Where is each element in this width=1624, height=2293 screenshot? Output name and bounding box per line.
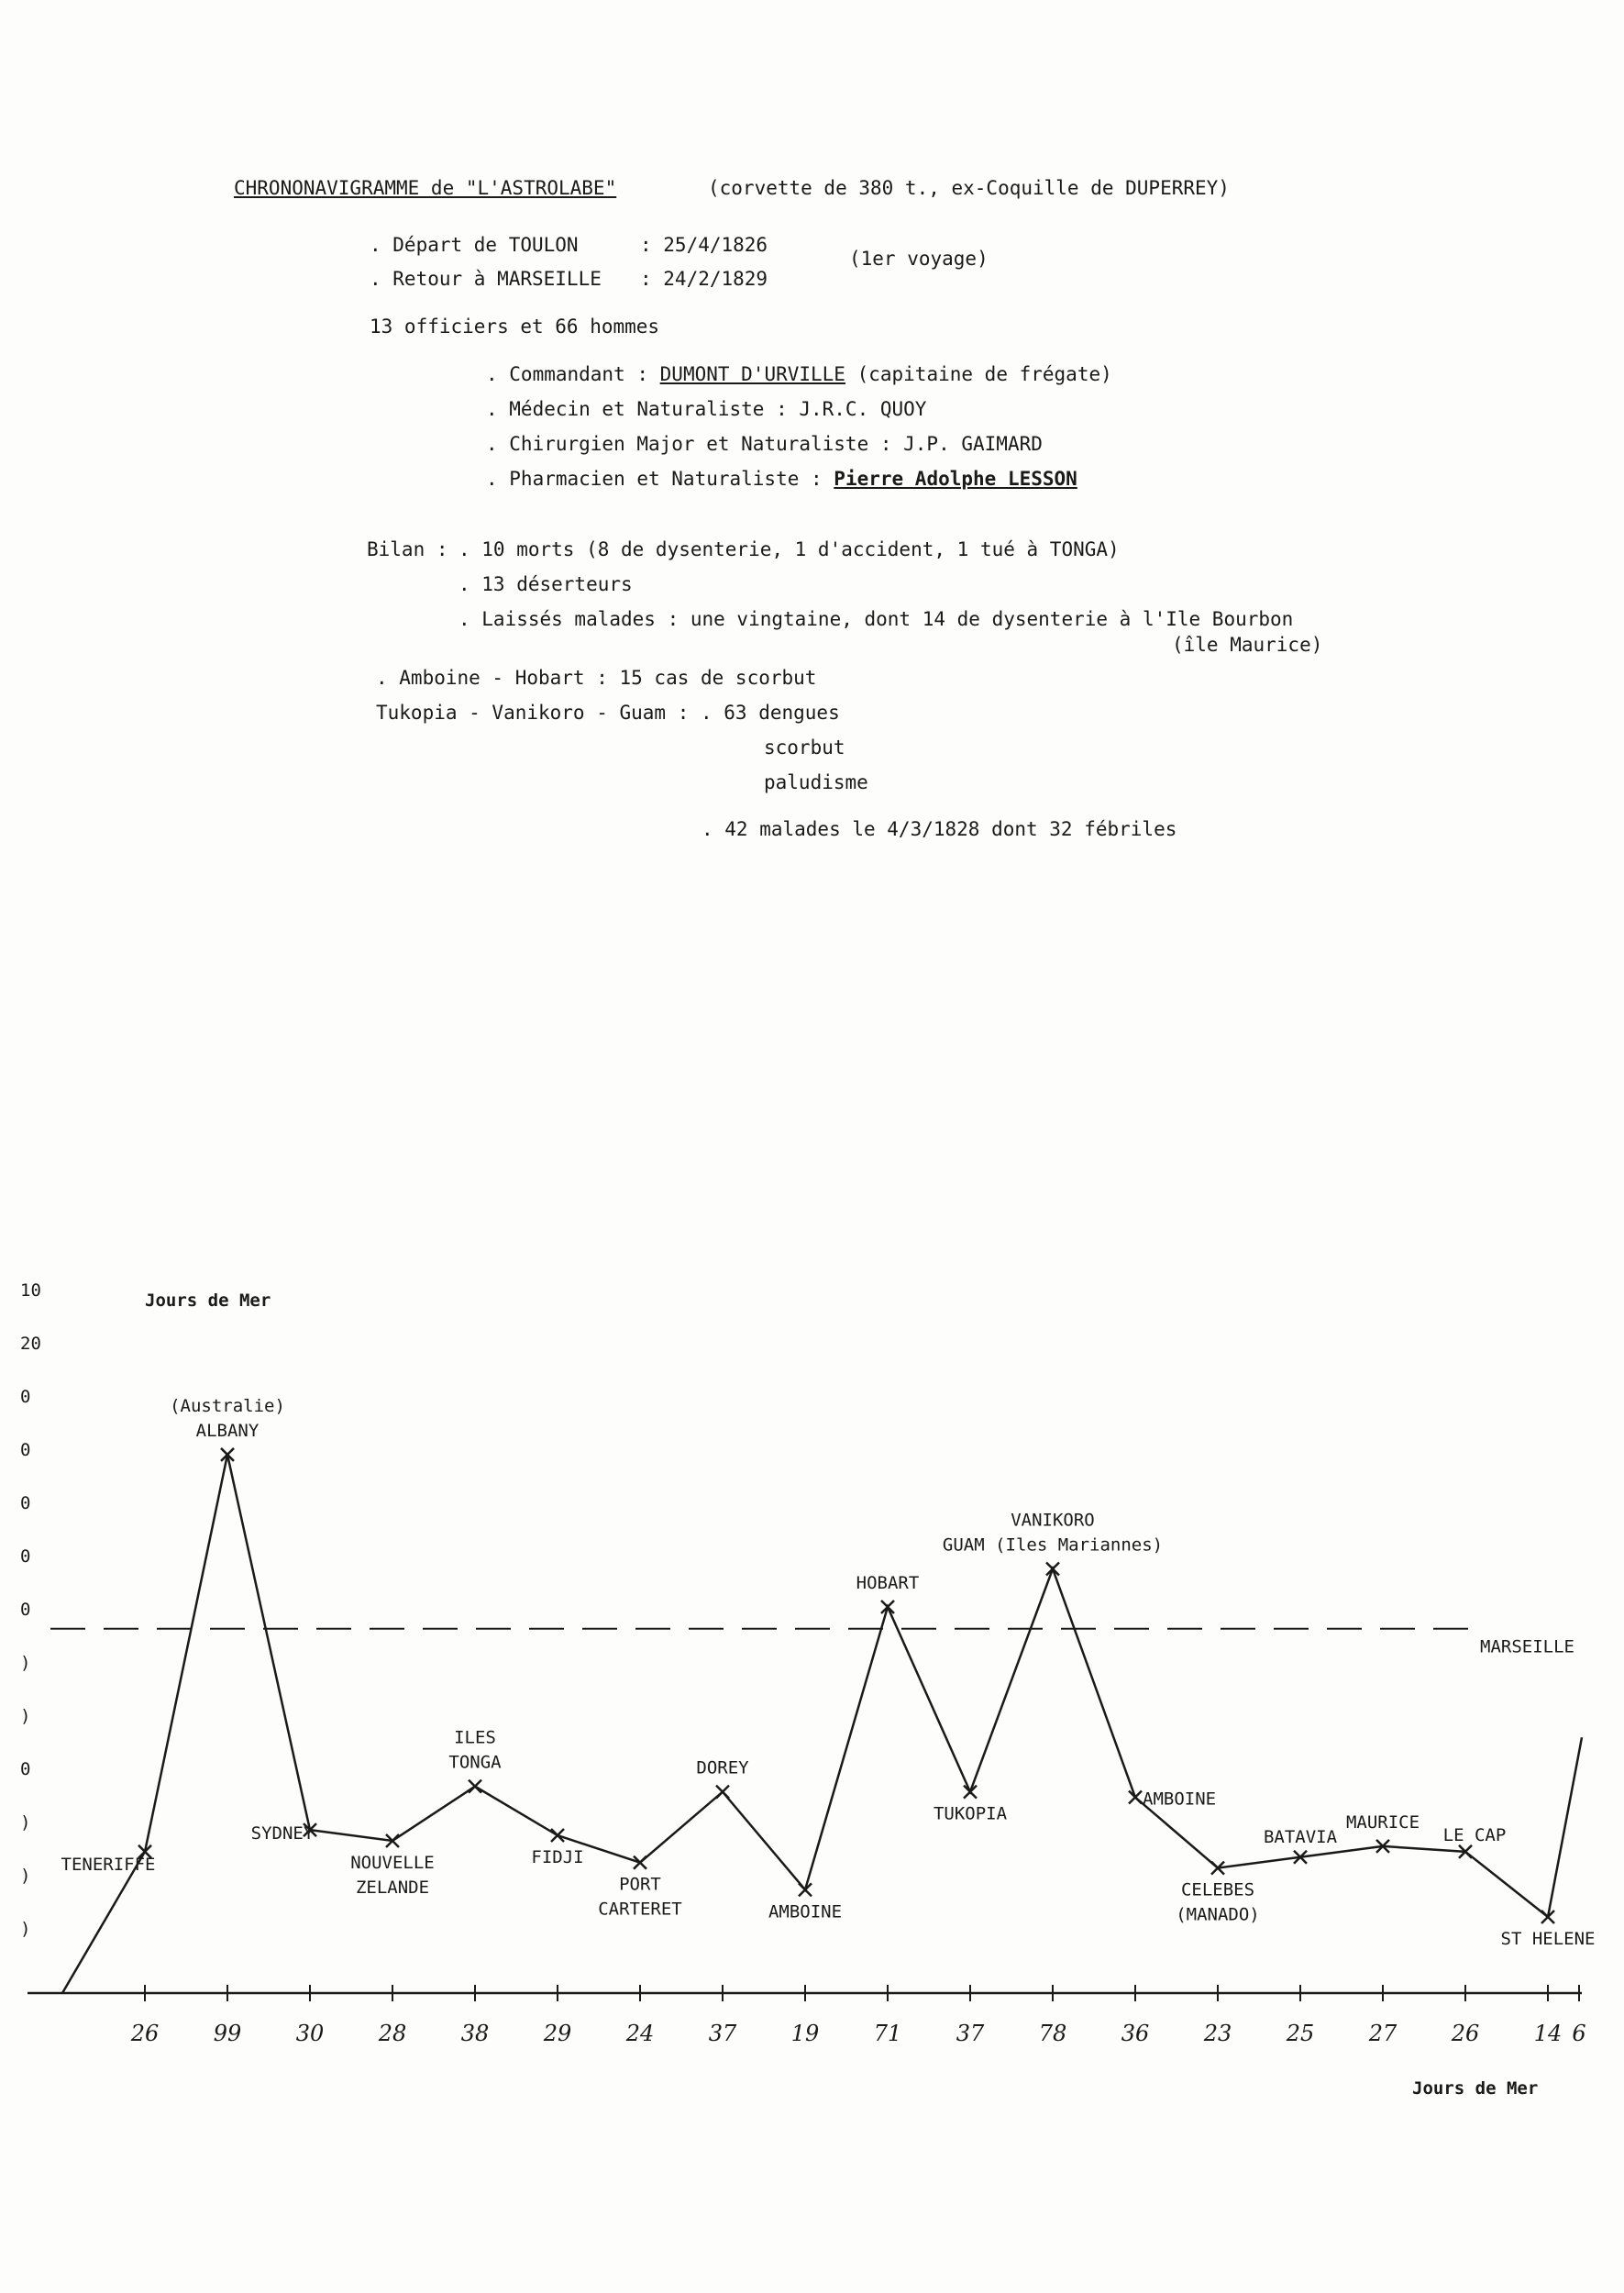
point-marker [469,1780,481,1793]
marseille-reference-label: MARSEILLE [1480,1636,1574,1657]
y-axis-ticks [20,1280,41,1939]
point-label-line: VANIKORO [1011,1510,1095,1531]
x-tick-label: 26 [1451,2021,1480,2046]
y-tick-label: ) [20,1653,31,1673]
x-tick-label: 25 [1286,2021,1315,2046]
point-label [1176,1880,1260,1925]
point-label [696,1758,749,1778]
point-label-line: ALBANY [195,1420,260,1441]
bilan-label: Bilan : [367,538,448,560]
y-tick-label: 0 [20,1493,31,1513]
point-label [934,1804,1008,1824]
point-label [61,1855,156,1875]
bilan-deserteurs: . 13 déserteurs [458,573,633,595]
x-axis-title: Jours de Mer [1412,2078,1539,2099]
point-marker [1129,1791,1142,1804]
point-label [251,1823,315,1844]
point-label-line: (Australie) [170,1395,285,1416]
point-label [350,1853,435,1898]
point-label-line: (MANADO) [1176,1904,1260,1925]
point-label-line: SYDNEY [250,1823,315,1844]
point-label-line: ST HELENE [1500,1928,1596,1949]
x-tick-label: 99 [213,2021,242,2046]
y-axis-title: Jours de Mer [145,1291,271,1311]
point-marker [551,1829,564,1842]
bilan-amboine-hobart: . Amboine - Hobart : 15 cas de scorbut [376,667,817,689]
point-label-line: TUKOPIA [933,1803,1008,1824]
point-label-line: GUAM (Iles Mariannes) [942,1534,1164,1556]
voyage-note: (1er voyage) [849,248,989,270]
point-marker [716,1786,729,1799]
point-label [1443,1825,1507,1845]
x-tick-label: 29 [543,2021,572,2046]
y-tick-label: ) [20,1706,31,1726]
crew-count: 13 officiers et 66 hommes [370,316,660,338]
x-tick-label: 78 [1038,2021,1067,2046]
point-marker [634,1856,646,1869]
y-tick-label: 0 [20,1440,31,1460]
point-label-line: HOBART [856,1572,920,1593]
x-tick-label: 6 [1572,2021,1586,2046]
point-label [531,1847,583,1867]
x-tick-label: 37 [956,2021,985,2046]
bilan-malades: . Laissés malades : une vingtaine, dont 14 de dysenterie à l'Ile Bourbon [458,608,1294,630]
chronograph-chart [0,1238,1624,2110]
depart-label: . Départ de TOULON [370,234,579,256]
point-label-line: CARTERET [598,1899,682,1920]
commandant-suffix: (capitaine de frégate) [845,363,1112,385]
y-tick-label: 10 [20,1280,41,1301]
point-label-line: PORT [619,1874,661,1895]
x-tick-label: 14 [1533,2021,1563,2046]
point-marker [1046,1562,1059,1575]
y-tick-label: 0 [20,1600,31,1620]
x-tick-label: 24 [625,2021,655,2046]
x-tick-label: 30 [295,2021,325,2046]
x-tick-label: 28 [378,2021,407,2046]
point-label-line: DOREY [696,1757,749,1778]
x-tick-label: 27 [1368,2021,1398,2046]
bilan-malades-1828: . 42 malades le 4/3/1828 dont 32 fébriles [702,818,1177,840]
bilan-tukopia: Tukopia - Vanikoro - Guam : . 63 dengues [376,702,840,724]
point-label-line: CELEBES [1180,1879,1255,1900]
y-tick-label: 20 [20,1334,41,1354]
point-label [1264,1827,1338,1847]
point-label-line: NOUVELLE [350,1852,435,1873]
commandant-line [486,362,1112,386]
point-label-line: ILES [454,1727,496,1748]
point-label [768,1901,842,1922]
medecin-line: . Médecin et Naturaliste : J.R.C. QUOY [486,398,927,420]
point-label [598,1875,682,1920]
point-labels [61,1396,1596,1949]
point-label-line: TENERIFFE [61,1854,156,1875]
y-tick-label: 0 [20,1387,31,1407]
point-marker [799,1883,812,1896]
x-tick-label: 37 [708,2021,737,2046]
retour-date: : 24/2/1829 [640,268,768,290]
point-label [448,1728,502,1773]
point-marker [881,1601,894,1613]
pharmacien-line [486,467,1077,491]
y-tick-label: 0 [20,1546,31,1567]
chart-title: CHRONONAVIGRAMME de "L'ASTROLABE" [234,177,617,199]
x-tick-label: 26 [130,2021,160,2046]
point-label-line: FIDJI [531,1847,584,1868]
retour-label: . Retour à MARSEILLE [370,268,602,290]
x-tick-label: 23 [1203,2021,1232,2046]
commandant-prefix: . Commandant : [486,363,660,385]
commandant-name: DUMONT D'URVILLE [659,363,845,385]
point-label-line: BATAVIA [1263,1826,1338,1847]
chirurgien-line: . Chirurgien Major et Naturaliste : J.P. GAIMARD [486,433,1043,455]
point-label-line: AMBOINE [768,1901,843,1922]
point-label-line: TONGA [448,1752,502,1773]
point-label [856,1573,920,1593]
x-tick-label: 36 [1121,2021,1150,2046]
bilan-paludisme: paludisme [764,771,868,793]
x-tick-label: 71 [873,2021,902,2046]
point-marker [964,1786,977,1799]
chart-subtitle: (corvette de 380 t., ex-Coquille de DUPERREY) [708,177,1230,199]
y-tick-label: 0 [20,1759,31,1779]
pharmacien-name: Pierre Adolphe LESSON [834,468,1077,490]
x-tick-label: 19 [790,2021,820,2046]
y-tick-label: ) [20,1919,31,1939]
pharmacien-prefix: . Pharmacien et Naturaliste : [486,468,834,490]
y-tick-label: ) [20,1812,31,1833]
point-label-line: ZELANDE [355,1877,430,1898]
point-label [943,1510,1163,1555]
bilan-malades-note: (île Maurice) [1172,634,1323,656]
point-label [170,1396,285,1441]
depart-date: : 25/4/1826 [640,234,768,256]
bilan-morts: . 10 morts (8 de dysenterie, 1 d'accident, 1 tué à TONGA) [458,538,1120,560]
point-label-line: AMBOINE [1143,1789,1217,1810]
point-label [1346,1812,1420,1833]
point-label-line: MAURICE [1345,1811,1420,1833]
y-tick-label: ) [20,1866,31,1886]
point-label-line: LE CAP [1442,1824,1507,1845]
x-tick-label: 38 [460,2021,490,2046]
bilan-scorbut: scorbut [764,737,845,759]
point-label [1501,1929,1596,1949]
point-label [1143,1789,1216,1810]
